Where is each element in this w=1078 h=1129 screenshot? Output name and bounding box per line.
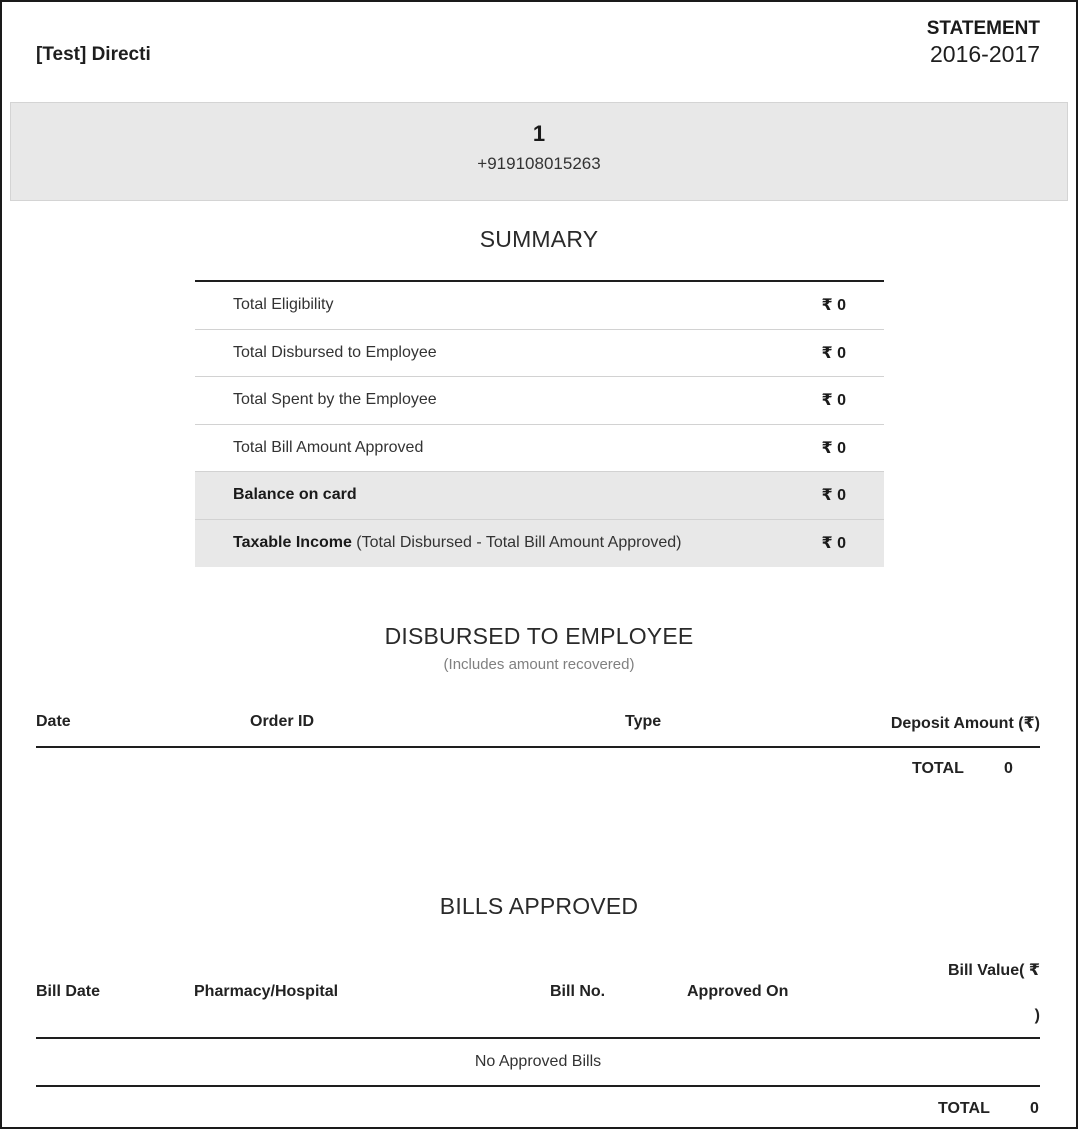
disbursed-heading: DISBURSED TO EMPLOYEE xyxy=(384,623,694,649)
disbursed-table-header xyxy=(36,710,1040,748)
company-name: [Test] Directi xyxy=(36,44,151,65)
summary-row-total-spent xyxy=(195,377,884,425)
column-header-bill-no: Bill No. xyxy=(550,983,606,1000)
summary-row-total-disbursed xyxy=(195,330,884,378)
summary-row-value: ₹ 0 xyxy=(821,297,846,315)
summary-row-bill-approved xyxy=(195,425,884,473)
bills-total-label: TOTAL xyxy=(938,1100,990,1117)
summary-heading: SUMMARY xyxy=(479,226,599,252)
summary-row-balance-on-card xyxy=(195,472,884,520)
bills-empty-message: No Approved Bills xyxy=(36,1039,1040,1087)
summary-row-total-eligibility xyxy=(195,282,884,330)
column-header-approved-on: Approved On xyxy=(687,983,789,1000)
summary-row-value: ₹ 0 xyxy=(821,344,846,362)
summary-row-label-note: (Total Disbursed - Total Bill Amount Approved) xyxy=(351,534,682,552)
employee-phone: +919108015263 xyxy=(477,154,601,173)
statement-heading xyxy=(927,18,1040,68)
summary-row-value: ₹ 0 xyxy=(821,487,846,505)
bills-heading: BILLS APPROVED xyxy=(439,893,639,919)
summary-row-label-bold: Taxable Income xyxy=(233,534,352,552)
summary-row-label: Balance on card xyxy=(233,486,357,504)
statement-title: STATEMENT xyxy=(926,18,1040,39)
column-header-deposit-amount: Deposit Amount (₹) xyxy=(890,715,1040,732)
summary-row-label: Total Spent by the Employee xyxy=(233,391,437,409)
employee-id: 1 xyxy=(532,121,546,146)
summary-row-value: ₹ 0 xyxy=(821,439,846,457)
summary-table xyxy=(195,280,884,567)
column-header-pharmacy-hospital: Pharmacy/Hospital xyxy=(194,983,339,1000)
column-header-bill-value: Bill Value( ₹ xyxy=(947,962,1040,979)
column-header-type: Type xyxy=(625,713,662,730)
summary-row-label: Total Bill Amount Approved xyxy=(233,438,424,456)
statement-year: 2016-2017 xyxy=(930,41,1040,67)
disbursed-total-value: 0 xyxy=(1004,760,1013,777)
column-header-bill-value-close: ) xyxy=(1034,1007,1040,1024)
column-header-bill-date: Bill Date xyxy=(36,983,101,1000)
disbursed-subtitle: (Includes amount recovered) xyxy=(443,656,635,673)
summary-row-value: ₹ 0 xyxy=(821,535,846,553)
summary-row-taxable-income xyxy=(195,520,884,568)
column-header-date: Date xyxy=(36,713,71,730)
bills-table-header xyxy=(36,952,1040,1039)
bills-total-value: 0 xyxy=(1030,1100,1039,1117)
column-header-order-id: Order ID xyxy=(250,713,315,730)
summary-row-value: ₹ 0 xyxy=(821,392,846,410)
employee-banner xyxy=(10,102,1068,201)
disbursed-total-label: TOTAL xyxy=(912,760,964,777)
summary-row-label: Total Disbursed to Employee xyxy=(233,343,437,361)
summary-row-label: Total Eligibility xyxy=(233,296,334,314)
